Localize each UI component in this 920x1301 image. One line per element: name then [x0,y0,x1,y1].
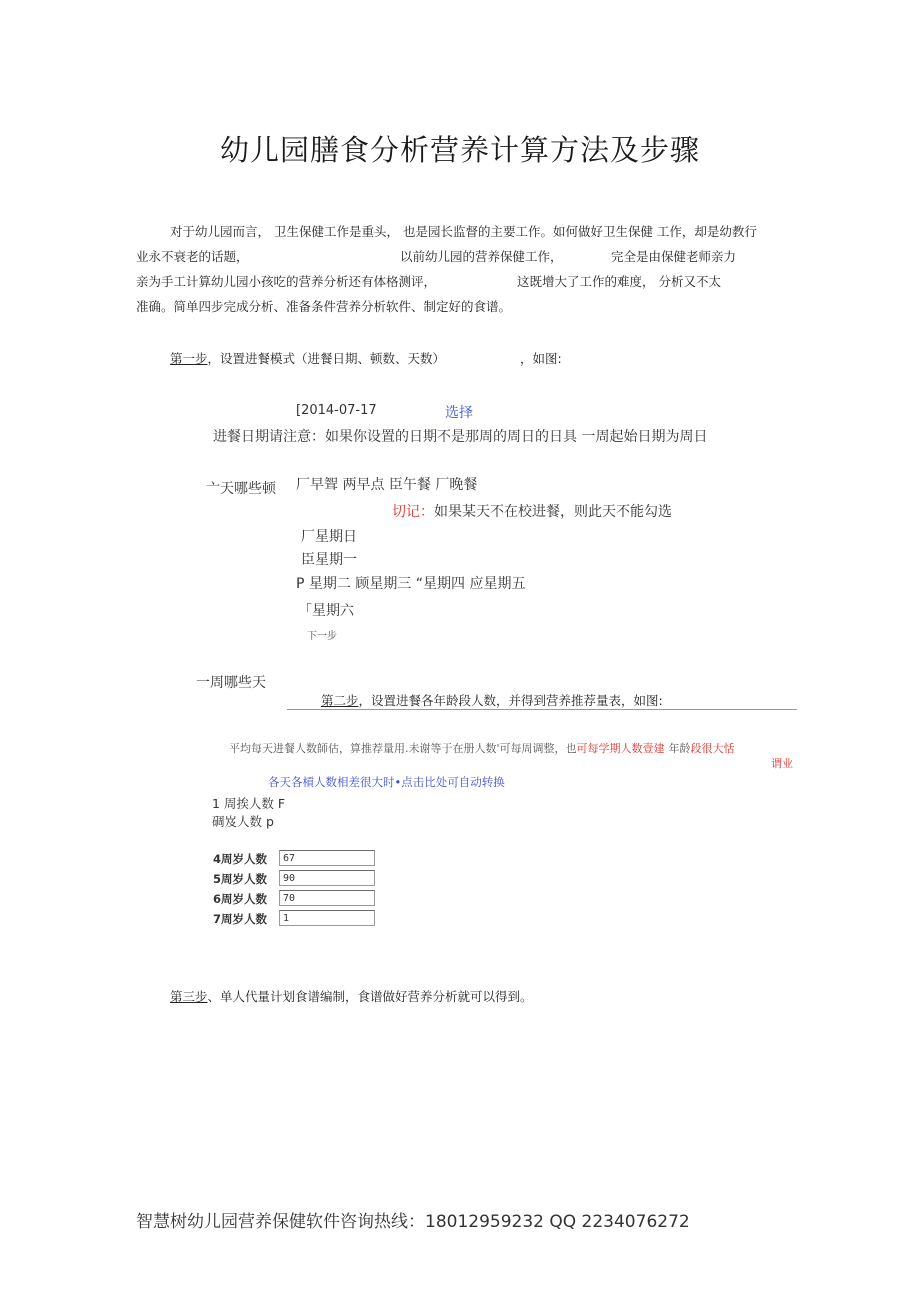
day-monday-checkbox[interactable]: 臣星期一 [301,552,357,568]
caution-text: 如果某天不在校进餐，则此天不能勾选 [434,504,672,520]
age4-label: 4周岁人数 [213,852,268,866]
note-part-e: 谓业 [771,757,793,770]
meals-checkboxes[interactable]: 厂早聟 两早点 臣午餐 厂晚餐 [296,477,478,493]
step1-label: 第一步 [170,351,208,366]
intro-line-1: 对于幼儿园而言， 卫生保健工作是重头， 也是园长监督的主要工作。如何做好卫生保健 工作，却是幼教行 [170,224,757,239]
age5-input[interactable]: 90 [279,870,375,886]
caution-label: 切记： [392,504,434,520]
step3-heading [170,987,533,1005]
step3-text: 、单人代量计划食谱编制，食谱做好营养分析就可以得到。 [207,989,533,1004]
note-part-a: 平均每天进餐人数師估，算推荐量用.未谢等于在册人数'可每周调整，也 [229,742,577,755]
intro-line-3b: 这既增大了工作的难度， 分析又不太 [517,274,721,289]
step2-heading [321,691,663,709]
page-title: 幼儿园膳食分析营养计算方法及步骤 [219,133,700,167]
step1-suffix: ，如图: [520,351,562,366]
footer-hotline: 智慧树幼儿园营养保健软件咨询热线：18012959232 QQ 2234076272 [136,1212,690,1232]
age6-label: 6周岁人数 [213,892,268,906]
day-saturday-checkbox[interactable]: 「星期六 [298,603,354,619]
age1-count-row: 1 周挨人数 F [212,796,286,811]
day-sunday-checkbox[interactable]: 厂星期日 [301,529,357,545]
step2-text: ，设置进餐各年龄段人数，并得到营养推荐量表，如图: [358,693,663,708]
meals-label: 亠天哪些顿 [206,481,276,497]
divider-line [287,709,797,710]
age-count-row: 碉岌人数 p [212,814,274,829]
headcount-note [229,740,735,756]
note-part-d: 段很大恬 [690,742,735,755]
age7-input[interactable]: 1 [279,910,375,926]
age4-input[interactable]: 67 [279,850,375,866]
intro-line-4: 准确。简单四步完成分析、准备条件营养分析软件、制定好的食谱。 [136,299,512,314]
select-date-link[interactable]: 选择 [445,405,473,421]
age6-input[interactable]: 70 [279,890,375,906]
day-tue-fri-checkboxes[interactable]: P 星期二 顾星期三 “星期四 应星期五 [296,576,526,592]
intro-line-2b: 以前幼儿园的营养保健工作， [400,249,563,264]
step3-label: 第三步 [170,989,208,1004]
next-step-button[interactable]: 下一步 [307,631,337,642]
auto-convert-link[interactable]: 各天各槓人数相差很大时•点击比处可自动转换 [268,775,505,789]
note-part-c: 年龄 [668,742,691,755]
step1-heading [170,349,445,367]
intro-line-3a: 亲为手工计算幼儿园小孩吃的营养分析还有体格测评， [136,274,437,289]
age7-label: 7周岁人数 [213,912,268,926]
caution-note [392,501,672,521]
intro-line-2a: 业永不衰老的话题， [136,249,249,264]
date-note: 进餐日期请注意：如果你设置的日期不是那周的周日的日具 一周起始日期为周日 [213,429,708,445]
age5-label: 5周岁人数 [213,872,268,886]
date-input[interactable]: [2014-07-17 [296,403,377,418]
note-part-b: 可每学期人数壹建 [576,742,665,755]
step2-label: 第二步 [321,693,359,708]
intro-line-2c: 完全是由保健老师亲力 [611,249,737,264]
step1-text: ，设置进餐模式（进餐日期、顿数、天数） [207,351,446,366]
week-days-label: 一周哪些天 [196,675,266,691]
